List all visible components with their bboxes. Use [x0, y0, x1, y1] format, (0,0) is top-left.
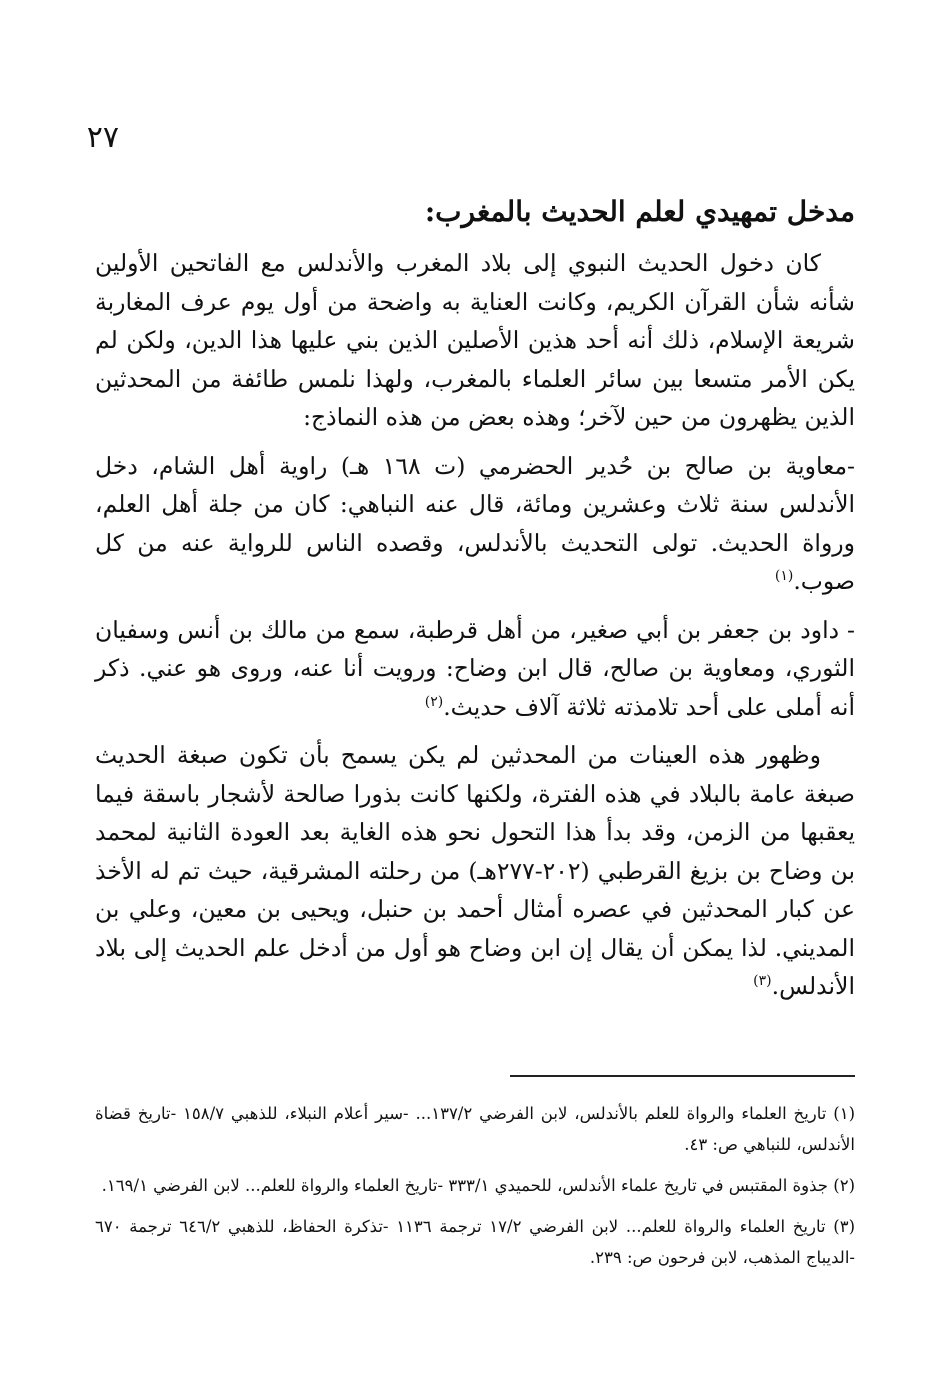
body-paragraph: [95, 447, 855, 601]
footnote-divider: [510, 1075, 855, 1077]
paragraph-text: -معاوية بن صالح بن حُدير الحضرمي (ت ١٦٨ هـ) راوية أهل الشام، دخل الأندلس سنة ثلاث وعشرين ومائة، قال عنه النباهي: كان من جلة أهل العلم، ورواة الحديث. تولى التحديث بالأندلس، وقصده الناس للرواية عنه من كل صوب.: [95, 451, 855, 595]
paragraph-text: وظهور هذه العينات من المحدثين لم يكن يسمح بأن تكون صبغة الحديث صبغة عامة بالبلاد في هذه الفترة، ولكنها كانت بذورا صالحة لأشجار باسقة فيما يعقبها من الزمن، وقد بدأ هذا التحول نحو هذه الغاية بعد العودة الثانية لمحمد بن وضاح بن بزيغ القرطبي (٢٠٢-٢٧٧هـ) من رحلته المشرقية، حيث تم له الأخذ عن كبار المحدثين في عصره أمثال أحمد بن حنبل، ويحيى بن معين، وعلي بن المديني. لذا يمكن أن يقال إن ابن وضاح هو أول من أدخل علم الحديث إلى بلاد الأندلس.: [95, 741, 855, 1000]
body-paragraph: [95, 611, 855, 727]
footnotes: [95, 1098, 855, 1283]
body-paragraph: [95, 736, 855, 1006]
footnote-reference: (٢): [424, 693, 444, 710]
section-title: مدخل تمهيدي لعلم الحديث بالمغرب:: [424, 195, 855, 228]
footnote-reference: (٣): [753, 973, 772, 990]
paragraph-text: كان دخول الحديث النبوي إلى بلاد المغرب والأندلس مع الفاتحين الأولين شأنه شأن القرآن الكريم، وكانت العناية به واضحة من أول يوم عرف المغاربة شريعة الإسلام، ذلك أنه أحد هذين الأصلين الذين بني عليها هذا الدين، ولكن لم يكن الأمر متسعا بين سائر العلماء بالمغرب، ولهذا نلمس طائفة من المحدثين الذين يظهرون من حين لآخر؛ وهذه بعض من هذه النماذج:: [95, 249, 855, 431]
footnote-reference: (١): [774, 568, 794, 585]
footnote: (٢) جذوة المقتبس في تاريخ علماء الأندلس، للحميدي ٣٣٣/١ -تاريخ العلماء والرواة للعلم... لابن الفرضي ١٦٩/١.: [101, 1176, 855, 1195]
paragraph-text: - داود بن جعفر بن أبي صغير، من أهل قرطبة، سمع من مالك بن أنس وسفيان الثوري، ومعاوية بن صالح، قال ابن وضاح: ورويت أنا عنه، وروى هو عني. ذكر أنه أملى على أحد تلامذته ثلاثة آلاف حديث.: [95, 615, 855, 721]
body-paragraph: [95, 244, 855, 437]
footnote: (١) تاريخ العلماء والرواة للعلم بالأندلس، لابن الفرضي ١٣٧/٢... -سير أعلام النبلاء، للذهبي ١٥٨/٧ -تاريخ قضاة الأندلس، للنباهي ص: ٤٣.: [95, 1104, 856, 1154]
footnote: (٣) تاريخ العلماء والرواة للعلم... لابن الفرضي ١٧/٢ ترجمة ١١٣٦ -تذكرة الحفاظ، للذهبي ٦٤٦/٢ ترجمة ٦٧٠ -الديباج المذهب، لابن فرحون ص: ٢٣٩.: [95, 1217, 855, 1267]
body-text: [95, 244, 855, 1016]
page-number: ٢٧: [86, 120, 119, 155]
